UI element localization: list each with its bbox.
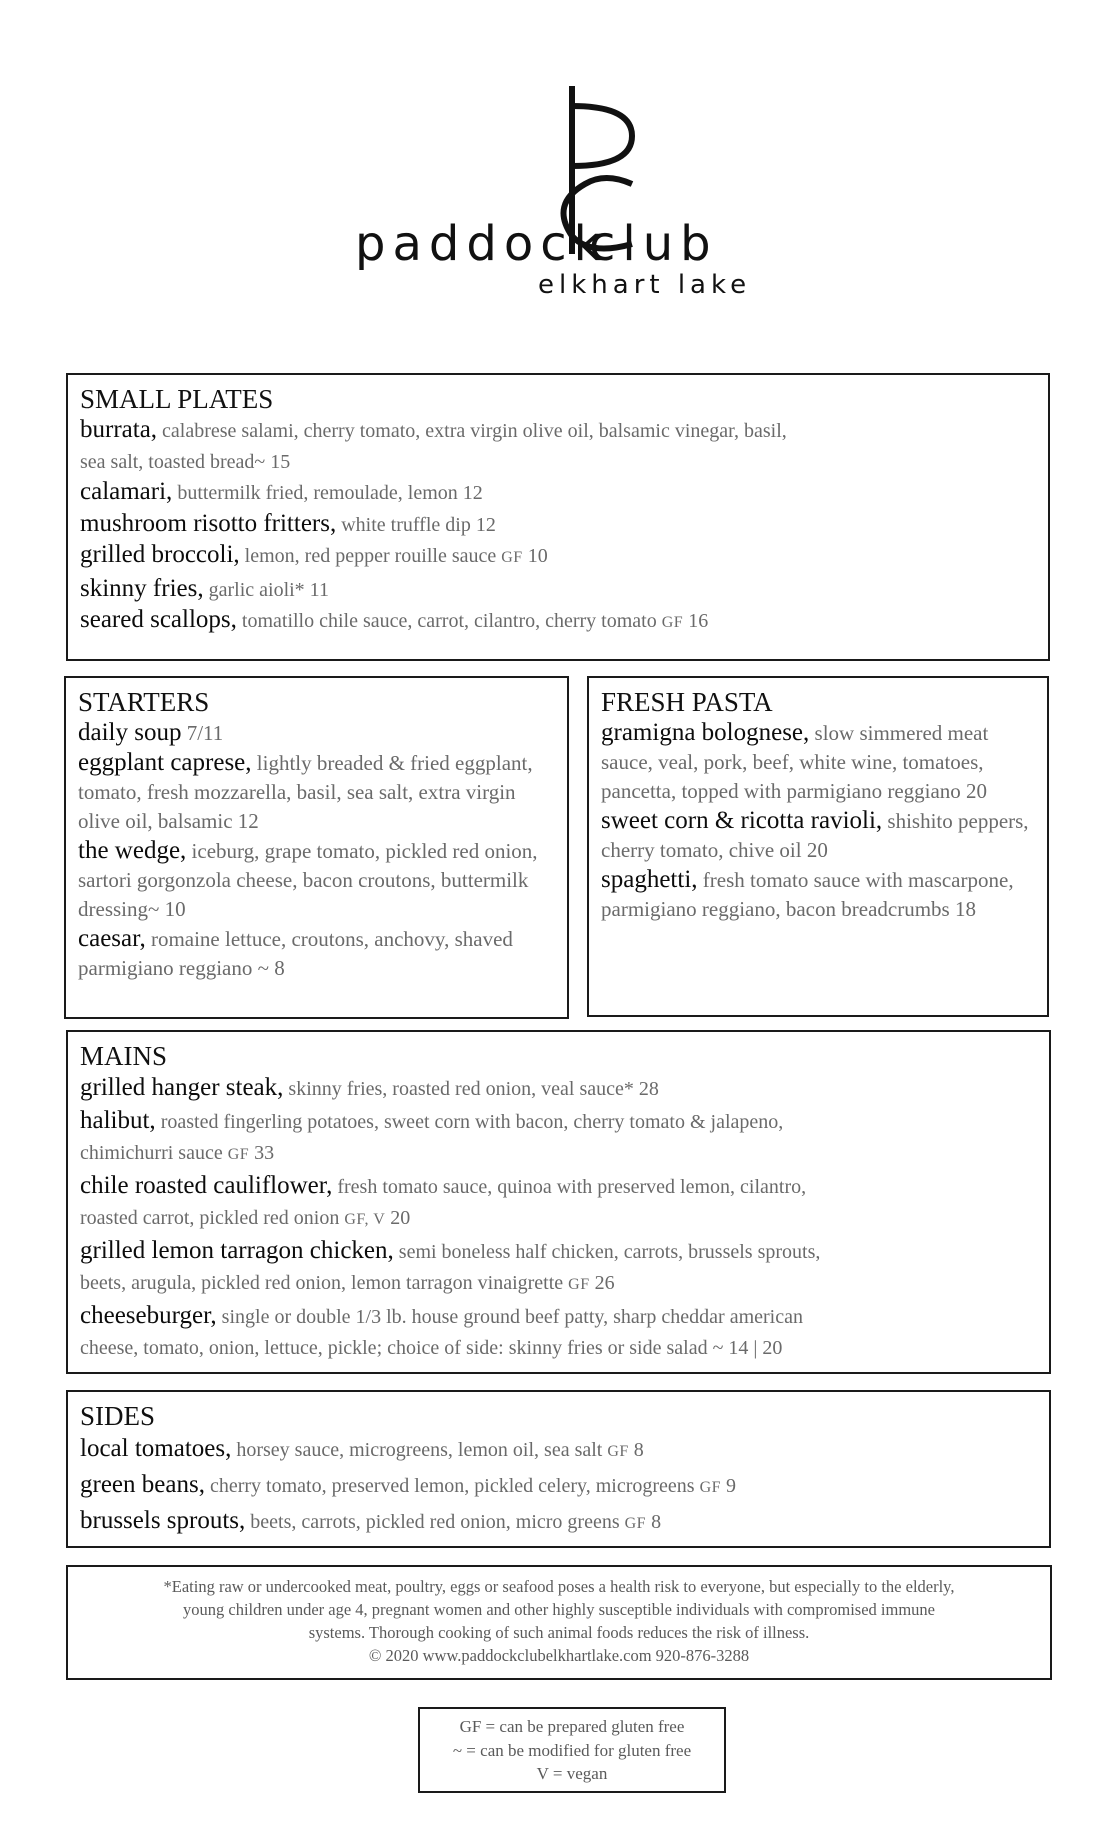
menu-item <box>80 1170 1037 1235</box>
notice-line: systems. Thorough cooking of such animal foods reduces the risk of illness. <box>308 1623 810 1642</box>
legend-line: V = vegan <box>536 1764 608 1783</box>
menu-item <box>80 1300 1037 1364</box>
restaurant-logo <box>340 84 780 300</box>
menu-item <box>601 865 1035 924</box>
logo-word-club: club <box>589 216 718 272</box>
item-description: lemon, red pepper rouille sauce <box>239 545 502 567</box>
item-description: calabrese salami, cherry tomato, extra virgin olive oil, balsamic vinegar, basil, <box>157 420 787 442</box>
item-description: shishito peppers, cherry tomato, chive oil 20 <box>601 809 1029 862</box>
item-price: 8 <box>646 1511 662 1533</box>
small-plates-section <box>66 373 1050 661</box>
menu-item <box>80 509 1036 541</box>
legend-line: ~ = can be modified for gluten free <box>452 1740 692 1760</box>
item-price: 9 <box>721 1475 737 1497</box>
section-title: SMALL PLATES <box>80 384 274 414</box>
item-name: calamari, <box>80 478 173 505</box>
dietary-tag: GF <box>227 1146 250 1163</box>
dietary-tag: GF <box>699 1479 722 1496</box>
item-name: spaghetti, <box>601 866 698 893</box>
menu-item <box>78 718 555 748</box>
item-price: 26 <box>589 1272 615 1294</box>
section-title: MAINS <box>80 1041 168 1071</box>
item-price: 8 <box>628 1439 644 1461</box>
item-price: 10 <box>522 545 548 567</box>
item-description: horsey sauce, microgreens, lemon oil, sea salt <box>231 1439 608 1461</box>
item-description: beets, arugula, pickled red onion, lemon tarragon vinaigrette <box>80 1272 569 1294</box>
health-notice <box>66 1565 1052 1680</box>
logo-tagline: elkhart lake <box>538 270 752 300</box>
menu-item <box>80 1432 1037 1468</box>
logo-word-paddock: paddock <box>355 216 609 272</box>
item-name: eggplant caprese, <box>78 749 252 776</box>
item-name: green beans, <box>80 1471 205 1498</box>
item-name: daily soup <box>78 719 182 746</box>
item-name: cheeseburger, <box>80 1302 217 1329</box>
menu-item <box>601 806 1035 865</box>
item-name: gramigna bolognese, <box>601 719 810 746</box>
item-description: chimichurri sauce <box>80 1142 228 1164</box>
section-title: FRESH PASTA <box>601 687 773 717</box>
sides-section <box>66 1390 1051 1548</box>
menu-item <box>80 605 1036 639</box>
starters-section <box>64 676 569 1019</box>
fresh-pasta-section <box>587 676 1049 1017</box>
menu-item <box>80 1504 1037 1540</box>
menu-item <box>78 836 555 924</box>
item-name: caesar, <box>78 925 146 952</box>
item-name: chile roasted cauliflower, <box>80 1172 333 1199</box>
menu-item <box>78 748 555 836</box>
mains-section <box>66 1030 1051 1374</box>
menu-item <box>80 1072 1037 1105</box>
item-description: white truffle dip 12 <box>336 513 496 536</box>
item-name: brussels sprouts, <box>80 1507 246 1534</box>
menu-item <box>80 574 1036 606</box>
item-description: sea salt, toasted bread~ 15 <box>80 450 291 473</box>
item-name: burrata, <box>80 416 158 443</box>
section-title: STARTERS <box>78 687 210 717</box>
item-description: slow simmered meat sauce, veal, pork, beef, white wine, tomatoes, pancetta, topped with parmigiano reggiano 20 <box>601 721 989 803</box>
item-name: mushroom risotto fritters, <box>80 509 337 537</box>
item-name: grilled hanger steak, <box>80 1074 284 1101</box>
menu-item <box>601 718 1035 806</box>
item-name: grilled broccoli, <box>80 541 240 568</box>
menu-item <box>80 1235 1037 1300</box>
item-name: seared scallops, <box>80 606 237 633</box>
legend-line: GF = can be prepared gluten free <box>459 1717 685 1736</box>
item-description: romaine lettuce, croutons, anchovy, shaved parmigiano reggiano ~ 8 <box>78 927 513 980</box>
item-name: halibut, <box>80 1107 156 1134</box>
copyright-line: © 2020 www.paddockclubelkhartlake.com 920-876-3288 <box>368 1646 750 1665</box>
item-name: local tomatoes, <box>80 1435 232 1462</box>
item-name: grilled lemon tarragon chicken, <box>80 1237 394 1264</box>
item-description: semi boneless half chicken, carrots, brussels sprouts, <box>393 1241 821 1263</box>
item-description: roasted fingerling potatoes, sweet corn with bacon, cherry tomato & jalapeno, <box>155 1111 784 1133</box>
menu-item <box>80 1468 1037 1504</box>
item-description: skinny fries, roasted red onion, veal sauce* 28 <box>283 1078 659 1100</box>
menu-item <box>80 1105 1037 1170</box>
item-price: 16 <box>683 610 709 632</box>
item-name: skinny fries, <box>80 574 204 602</box>
dietary-tag: GF <box>624 1515 647 1532</box>
menu-item <box>80 415 1036 477</box>
item-name: sweet corn & ricotta ravioli, <box>601 807 883 834</box>
dietary-tag: GF, V <box>344 1211 386 1228</box>
item-price: 20 <box>385 1207 411 1229</box>
dietary-tag: GF <box>501 549 523 566</box>
item-description: beets, carrots, pickled red onion, micro greens <box>245 1511 625 1533</box>
section-title: SIDES <box>80 1401 156 1431</box>
notice-line: *Eating raw or undercooked meat, poultry, eggs or seafood poses a health risk to everyone, but especially to the elderly, <box>163 1577 955 1596</box>
item-description: lightly breaded & fried eggplant, tomato, fresh mozzarella, basil, sea salt, extra virgin olive oil, balsamic 12 <box>78 751 533 833</box>
dietary-legend <box>418 1707 726 1793</box>
item-description: cherry tomato, preserved lemon, pickled celery, microgreens <box>204 1475 700 1497</box>
item-description: fresh tomato sauce, quinoa with preserved lemon, cilantro, <box>332 1176 807 1198</box>
dietary-tag: GF <box>661 614 684 631</box>
item-description: single or double 1/3 lb. house ground beef patty, sharp cheddar american <box>216 1306 803 1328</box>
item-description: iceburg, grape tomato, pickled red onion, sartori gorgonzola cheese, bacon croutons, buttermilk dressing~ 10 <box>78 839 538 921</box>
item-description: buttermilk fried, remoulade, lemon 12 <box>172 482 483 504</box>
item-description: garlic aioli* 11 <box>203 578 329 601</box>
item-description: tomatillo chile sauce, carrot, cilantro, cherry tomato <box>236 610 662 632</box>
menu-item <box>78 924 555 983</box>
item-description: fresh tomato sauce with mascarpone, parmigiano reggiano, bacon breadcrumbs 18 <box>601 868 1014 921</box>
notice-line: young children under age 4, pregnant women and other highly susceptible individuals with compromised immune <box>183 1600 935 1619</box>
menu-item <box>80 477 1036 509</box>
item-price: 33 <box>249 1142 275 1164</box>
item-description: roasted carrot, pickled red onion <box>80 1207 345 1229</box>
item-description: 7/11 <box>181 721 224 745</box>
dietary-tag: GF <box>607 1443 629 1460</box>
dietary-tag: GF <box>568 1276 590 1293</box>
item-name: the wedge, <box>78 837 187 864</box>
item-description: cheese, tomato, onion, lettuce, pickle; choice of side: skinny fries or side salad ~ 14 | 20 <box>80 1337 783 1359</box>
menu-item <box>80 540 1036 574</box>
